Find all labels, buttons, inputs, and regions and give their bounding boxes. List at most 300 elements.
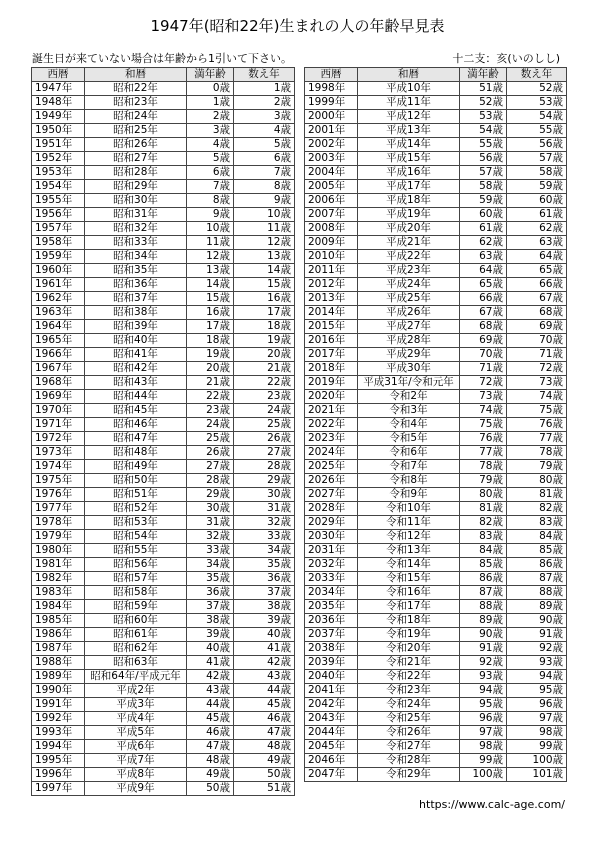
header-man-nenrei: 満年齢 [460, 68, 507, 82]
header-seireki: 西暦 [305, 68, 358, 82]
cell-seireki: 1996年 [32, 768, 85, 782]
cell-wareki: 昭和51年 [85, 488, 187, 502]
cell-wareki: 平成3年 [85, 698, 187, 712]
cell-kazoe-doshi: 3歳 [234, 110, 295, 124]
table-row [32, 572, 295, 586]
cell-kazoe-doshi: 14歳 [234, 264, 295, 278]
table-row [32, 698, 295, 712]
cell-kazoe-doshi: 70歳 [507, 334, 567, 348]
table-row [305, 306, 567, 320]
table-row [305, 656, 567, 670]
cell-man-nenrei: 98歳 [460, 740, 507, 754]
cell-man-nenrei: 100歳 [460, 768, 507, 782]
cell-kazoe-doshi: 97歳 [507, 712, 567, 726]
cell-seireki: 2030年 [305, 530, 358, 544]
table-row [32, 194, 295, 208]
cell-wareki: 平成11年 [358, 96, 460, 110]
table-row [32, 138, 295, 152]
cell-seireki: 1956年 [32, 208, 85, 222]
table-row [32, 362, 295, 376]
cell-man-nenrei: 64歳 [460, 264, 507, 278]
table-body-right [305, 82, 567, 782]
cell-man-nenrei: 68歳 [460, 320, 507, 334]
cell-man-nenrei: 72歳 [460, 376, 507, 390]
table-row [32, 642, 295, 656]
cell-seireki: 2037年 [305, 628, 358, 642]
cell-man-nenrei: 17歳 [187, 320, 234, 334]
cell-kazoe-doshi: 49歳 [234, 754, 295, 768]
cell-kazoe-doshi: 33歳 [234, 530, 295, 544]
cell-kazoe-doshi: 44歳 [234, 684, 295, 698]
table-row [32, 586, 295, 600]
table-row [305, 446, 567, 460]
cell-man-nenrei: 48歳 [187, 754, 234, 768]
cell-wareki: 平成16年 [358, 166, 460, 180]
cell-kazoe-doshi: 58歳 [507, 166, 567, 180]
cell-wareki: 令和27年 [358, 740, 460, 754]
cell-kazoe-doshi: 30歳 [234, 488, 295, 502]
cell-seireki: 1988年 [32, 656, 85, 670]
cell-kazoe-doshi: 91歳 [507, 628, 567, 642]
header-kazoe-doshi: 数え年 [234, 68, 295, 82]
cell-man-nenrei: 35歳 [187, 572, 234, 586]
cell-seireki: 1947年 [32, 82, 85, 96]
cell-man-nenrei: 56歳 [460, 152, 507, 166]
table-row [32, 530, 295, 544]
table-row [32, 614, 295, 628]
table-row [32, 684, 295, 698]
cell-kazoe-doshi: 65歳 [507, 264, 567, 278]
cell-seireki: 1949年 [32, 110, 85, 124]
cell-man-nenrei: 20歳 [187, 362, 234, 376]
birthday-note: 誕生日が来ていない場合は年齢から1引いて下さい。 [32, 52, 292, 65]
cell-man-nenrei: 6歳 [187, 166, 234, 180]
table-row [32, 418, 295, 432]
cell-wareki: 昭和31年 [85, 208, 187, 222]
cell-man-nenrei: 67歳 [460, 306, 507, 320]
cell-kazoe-doshi: 101歳 [507, 768, 567, 782]
cell-wareki: 昭和56年 [85, 558, 187, 572]
cell-man-nenrei: 71歳 [460, 362, 507, 376]
cell-wareki: 昭和34年 [85, 250, 187, 264]
table-row [305, 628, 567, 642]
cell-wareki: 令和23年 [358, 684, 460, 698]
cell-kazoe-doshi: 26歳 [234, 432, 295, 446]
cell-seireki: 1960年 [32, 264, 85, 278]
cell-seireki: 2015年 [305, 320, 358, 334]
cell-kazoe-doshi: 64歳 [507, 250, 567, 264]
table-row [305, 530, 567, 544]
cell-seireki: 1948年 [32, 96, 85, 110]
cell-seireki: 2007年 [305, 208, 358, 222]
cell-wareki: 平成2年 [85, 684, 187, 698]
table-row [32, 82, 295, 96]
table-row [305, 194, 567, 208]
cell-man-nenrei: 7歳 [187, 180, 234, 194]
table-row [305, 278, 567, 292]
cell-man-nenrei: 11歳 [187, 236, 234, 250]
cell-seireki: 1958年 [32, 236, 85, 250]
cell-seireki: 1992年 [32, 712, 85, 726]
age-table-left [31, 67, 295, 796]
cell-seireki: 2027年 [305, 488, 358, 502]
table-row [305, 768, 567, 782]
table-row [305, 460, 567, 474]
cell-wareki: 昭和60年 [85, 614, 187, 628]
cell-kazoe-doshi: 35歳 [234, 558, 295, 572]
cell-man-nenrei: 73歳 [460, 390, 507, 404]
table-row [32, 236, 295, 250]
cell-man-nenrei: 31歳 [187, 516, 234, 530]
cell-seireki: 1963年 [32, 306, 85, 320]
cell-wareki: 令和19年 [358, 628, 460, 642]
cell-wareki: 平成27年 [358, 320, 460, 334]
table-row [305, 166, 567, 180]
cell-seireki: 2045年 [305, 740, 358, 754]
cell-kazoe-doshi: 48歳 [234, 740, 295, 754]
cell-kazoe-doshi: 19歳 [234, 334, 295, 348]
cell-seireki: 2043年 [305, 712, 358, 726]
table-header-row [305, 68, 567, 82]
cell-wareki: 昭和39年 [85, 320, 187, 334]
cell-man-nenrei: 99歳 [460, 754, 507, 768]
cell-man-nenrei: 47歳 [187, 740, 234, 754]
cell-seireki: 1954年 [32, 180, 85, 194]
cell-man-nenrei: 88歳 [460, 600, 507, 614]
cell-wareki: 昭和29年 [85, 180, 187, 194]
cell-kazoe-doshi: 93歳 [507, 656, 567, 670]
table-row [305, 180, 567, 194]
cell-seireki: 2001年 [305, 124, 358, 138]
table-row [305, 502, 567, 516]
table-row [32, 264, 295, 278]
cell-kazoe-doshi: 40歳 [234, 628, 295, 642]
cell-kazoe-doshi: 52歳 [507, 82, 567, 96]
cell-kazoe-doshi: 77歳 [507, 432, 567, 446]
table-row [32, 544, 295, 558]
cell-seireki: 2023年 [305, 432, 358, 446]
cell-man-nenrei: 57歳 [460, 166, 507, 180]
cell-kazoe-doshi: 82歳 [507, 502, 567, 516]
table-row [305, 488, 567, 502]
cell-wareki: 昭和63年 [85, 656, 187, 670]
table-row [305, 110, 567, 124]
table-row [305, 474, 567, 488]
cell-seireki: 1966年 [32, 348, 85, 362]
cell-seireki: 1976年 [32, 488, 85, 502]
table-row [32, 250, 295, 264]
table-row [305, 740, 567, 754]
cell-kazoe-doshi: 16歳 [234, 292, 295, 306]
cell-man-nenrei: 42歳 [187, 670, 234, 684]
cell-wareki: 平成31年/令和元年 [358, 376, 460, 390]
cell-kazoe-doshi: 72歳 [507, 362, 567, 376]
cell-kazoe-doshi: 47歳 [234, 726, 295, 740]
cell-seireki: 2010年 [305, 250, 358, 264]
cell-wareki: 昭和59年 [85, 600, 187, 614]
cell-kazoe-doshi: 18歳 [234, 320, 295, 334]
cell-wareki: 令和13年 [358, 544, 460, 558]
cell-man-nenrei: 79歳 [460, 474, 507, 488]
table-row [305, 516, 567, 530]
cell-seireki: 1971年 [32, 418, 85, 432]
cell-man-nenrei: 0歳 [187, 82, 234, 96]
cell-wareki: 平成4年 [85, 712, 187, 726]
cell-wareki: 令和21年 [358, 656, 460, 670]
header-wareki: 和暦 [358, 68, 460, 82]
table-header-row [32, 68, 295, 82]
cell-kazoe-doshi: 84歳 [507, 530, 567, 544]
cell-seireki: 2024年 [305, 446, 358, 460]
cell-man-nenrei: 10歳 [187, 222, 234, 236]
cell-man-nenrei: 49歳 [187, 768, 234, 782]
cell-kazoe-doshi: 99歳 [507, 740, 567, 754]
table-row [32, 432, 295, 446]
cell-kazoe-doshi: 90歳 [507, 614, 567, 628]
table-row [305, 600, 567, 614]
cell-wareki: 平成14年 [358, 138, 460, 152]
cell-kazoe-doshi: 36歳 [234, 572, 295, 586]
cell-man-nenrei: 12歳 [187, 250, 234, 264]
cell-seireki: 1959年 [32, 250, 85, 264]
cell-seireki: 2004年 [305, 166, 358, 180]
cell-seireki: 2006年 [305, 194, 358, 208]
cell-kazoe-doshi: 74歳 [507, 390, 567, 404]
cell-kazoe-doshi: 42歳 [234, 656, 295, 670]
cell-seireki: 2016年 [305, 334, 358, 348]
table-body-left [32, 82, 295, 796]
cell-kazoe-doshi: 28歳 [234, 460, 295, 474]
cell-wareki: 昭和40年 [85, 334, 187, 348]
cell-kazoe-doshi: 32歳 [234, 516, 295, 530]
cell-seireki: 1980年 [32, 544, 85, 558]
cell-kazoe-doshi: 46歳 [234, 712, 295, 726]
cell-kazoe-doshi: 29歳 [234, 474, 295, 488]
cell-wareki: 令和5年 [358, 432, 460, 446]
age-table-right [304, 67, 567, 782]
cell-seireki: 1983年 [32, 586, 85, 600]
cell-seireki: 1987年 [32, 642, 85, 656]
cell-seireki: 1985年 [32, 614, 85, 628]
cell-seireki: 1995年 [32, 754, 85, 768]
cell-wareki: 昭和52年 [85, 502, 187, 516]
cell-seireki: 1957年 [32, 222, 85, 236]
cell-seireki: 1972年 [32, 432, 85, 446]
cell-wareki: 昭和62年 [85, 642, 187, 656]
cell-kazoe-doshi: 95歳 [507, 684, 567, 698]
cell-kazoe-doshi: 4歳 [234, 124, 295, 138]
cell-kazoe-doshi: 12歳 [234, 236, 295, 250]
cell-seireki: 2013年 [305, 292, 358, 306]
cell-seireki: 1999年 [305, 96, 358, 110]
cell-kazoe-doshi: 23歳 [234, 390, 295, 404]
cell-wareki: 昭和25年 [85, 124, 187, 138]
cell-wareki: 令和20年 [358, 642, 460, 656]
cell-wareki: 昭和37年 [85, 292, 187, 306]
cell-man-nenrei: 66歳 [460, 292, 507, 306]
cell-man-nenrei: 25歳 [187, 432, 234, 446]
cell-wareki: 平成22年 [358, 250, 460, 264]
table-row [32, 404, 295, 418]
table-row [32, 712, 295, 726]
cell-kazoe-doshi: 10歳 [234, 208, 295, 222]
table-row [32, 222, 295, 236]
cell-man-nenrei: 32歳 [187, 530, 234, 544]
cell-kazoe-doshi: 7歳 [234, 166, 295, 180]
table-row [305, 558, 567, 572]
cell-man-nenrei: 40歳 [187, 642, 234, 656]
table-row [32, 96, 295, 110]
cell-kazoe-doshi: 62歳 [507, 222, 567, 236]
cell-wareki: 平成15年 [358, 152, 460, 166]
cell-wareki: 平成8年 [85, 768, 187, 782]
cell-man-nenrei: 82歳 [460, 516, 507, 530]
cell-kazoe-doshi: 66歳 [507, 278, 567, 292]
cell-wareki: 令和2年 [358, 390, 460, 404]
table-row [305, 222, 567, 236]
cell-man-nenrei: 4歳 [187, 138, 234, 152]
cell-kazoe-doshi: 2歳 [234, 96, 295, 110]
cell-wareki: 令和14年 [358, 558, 460, 572]
cell-kazoe-doshi: 43歳 [234, 670, 295, 684]
cell-wareki: 昭和46年 [85, 418, 187, 432]
cell-kazoe-doshi: 86歳 [507, 558, 567, 572]
cell-kazoe-doshi: 94歳 [507, 670, 567, 684]
cell-wareki: 令和18年 [358, 614, 460, 628]
cell-kazoe-doshi: 17歳 [234, 306, 295, 320]
cell-wareki: 昭和45年 [85, 404, 187, 418]
cell-wareki: 平成9年 [85, 782, 187, 796]
cell-wareki: 平成6年 [85, 740, 187, 754]
cell-kazoe-doshi: 92歳 [507, 642, 567, 656]
cell-wareki: 昭和35年 [85, 264, 187, 278]
cell-wareki: 令和9年 [358, 488, 460, 502]
cell-wareki: 令和4年 [358, 418, 460, 432]
cell-kazoe-doshi: 100歳 [507, 754, 567, 768]
table-row [305, 236, 567, 250]
cell-man-nenrei: 70歳 [460, 348, 507, 362]
cell-seireki: 1986年 [32, 628, 85, 642]
cell-wareki: 平成17年 [358, 180, 460, 194]
zodiac-label: 十二支：亥(いのしし) [452, 52, 560, 65]
cell-wareki: 令和3年 [358, 404, 460, 418]
cell-kazoe-doshi: 11歳 [234, 222, 295, 236]
cell-wareki: 平成19年 [358, 208, 460, 222]
table-row [305, 544, 567, 558]
cell-man-nenrei: 94歳 [460, 684, 507, 698]
cell-wareki: 平成21年 [358, 236, 460, 250]
cell-wareki: 平成26年 [358, 306, 460, 320]
cell-wareki: 平成18年 [358, 194, 460, 208]
cell-seireki: 1965年 [32, 334, 85, 348]
cell-wareki: 令和29年 [358, 768, 460, 782]
cell-seireki: 2032年 [305, 558, 358, 572]
table-row [32, 390, 295, 404]
cell-man-nenrei: 63歳 [460, 250, 507, 264]
cell-kazoe-doshi: 50歳 [234, 768, 295, 782]
table-row [32, 656, 295, 670]
cell-man-nenrei: 60歳 [460, 208, 507, 222]
cell-man-nenrei: 3歳 [187, 124, 234, 138]
cell-seireki: 2003年 [305, 152, 358, 166]
table-row [305, 96, 567, 110]
cell-man-nenrei: 59歳 [460, 194, 507, 208]
cell-seireki: 2018年 [305, 362, 358, 376]
cell-kazoe-doshi: 15歳 [234, 278, 295, 292]
header-kazoe-doshi: 数え年 [507, 68, 567, 82]
table-row [305, 670, 567, 684]
table-row [305, 124, 567, 138]
cell-man-nenrei: 77歳 [460, 446, 507, 460]
cell-wareki: 平成10年 [358, 82, 460, 96]
cell-kazoe-doshi: 9歳 [234, 194, 295, 208]
table-row [32, 516, 295, 530]
cell-seireki: 1984年 [32, 600, 85, 614]
table-row [305, 334, 567, 348]
cell-man-nenrei: 5歳 [187, 152, 234, 166]
table-row [32, 124, 295, 138]
table-row [305, 698, 567, 712]
table-row [305, 754, 567, 768]
cell-kazoe-doshi: 67歳 [507, 292, 567, 306]
cell-seireki: 2022年 [305, 418, 358, 432]
cell-man-nenrei: 53歳 [460, 110, 507, 124]
cell-wareki: 昭和23年 [85, 96, 187, 110]
table-row [305, 418, 567, 432]
table-row [305, 642, 567, 656]
footer-url: https://www.calc-age.com/ [419, 798, 565, 811]
cell-man-nenrei: 36歳 [187, 586, 234, 600]
cell-kazoe-doshi: 88歳 [507, 586, 567, 600]
table-row [305, 726, 567, 740]
header-man-nenrei: 満年齢 [187, 68, 234, 82]
cell-man-nenrei: 80歳 [460, 488, 507, 502]
cell-kazoe-doshi: 6歳 [234, 152, 295, 166]
cell-man-nenrei: 92歳 [460, 656, 507, 670]
cell-man-nenrei: 61歳 [460, 222, 507, 236]
cell-wareki: 昭和53年 [85, 516, 187, 530]
cell-seireki: 1991年 [32, 698, 85, 712]
cell-seireki: 2009年 [305, 236, 358, 250]
cell-kazoe-doshi: 45歳 [234, 698, 295, 712]
cell-man-nenrei: 85歳 [460, 558, 507, 572]
cell-wareki: 令和15年 [358, 572, 460, 586]
cell-wareki: 昭和22年 [85, 82, 187, 96]
cell-wareki: 昭和58年 [85, 586, 187, 600]
cell-man-nenrei: 9歳 [187, 208, 234, 222]
cell-man-nenrei: 28歳 [187, 474, 234, 488]
header-seireki: 西暦 [32, 68, 85, 82]
cell-kazoe-doshi: 25歳 [234, 418, 295, 432]
cell-man-nenrei: 69歳 [460, 334, 507, 348]
table-row [305, 404, 567, 418]
cell-seireki: 2017年 [305, 348, 358, 362]
cell-seireki: 2038年 [305, 642, 358, 656]
cell-wareki: 令和25年 [358, 712, 460, 726]
cell-kazoe-doshi: 85歳 [507, 544, 567, 558]
cell-man-nenrei: 30歳 [187, 502, 234, 516]
cell-man-nenrei: 38歳 [187, 614, 234, 628]
cell-man-nenrei: 78歳 [460, 460, 507, 474]
cell-man-nenrei: 1歳 [187, 96, 234, 110]
cell-wareki: 令和28年 [358, 754, 460, 768]
cell-seireki: 1973年 [32, 446, 85, 460]
cell-man-nenrei: 95歳 [460, 698, 507, 712]
cell-wareki: 令和26年 [358, 726, 460, 740]
table-row [32, 446, 295, 460]
cell-kazoe-doshi: 1歳 [234, 82, 295, 96]
cell-kazoe-doshi: 96歳 [507, 698, 567, 712]
